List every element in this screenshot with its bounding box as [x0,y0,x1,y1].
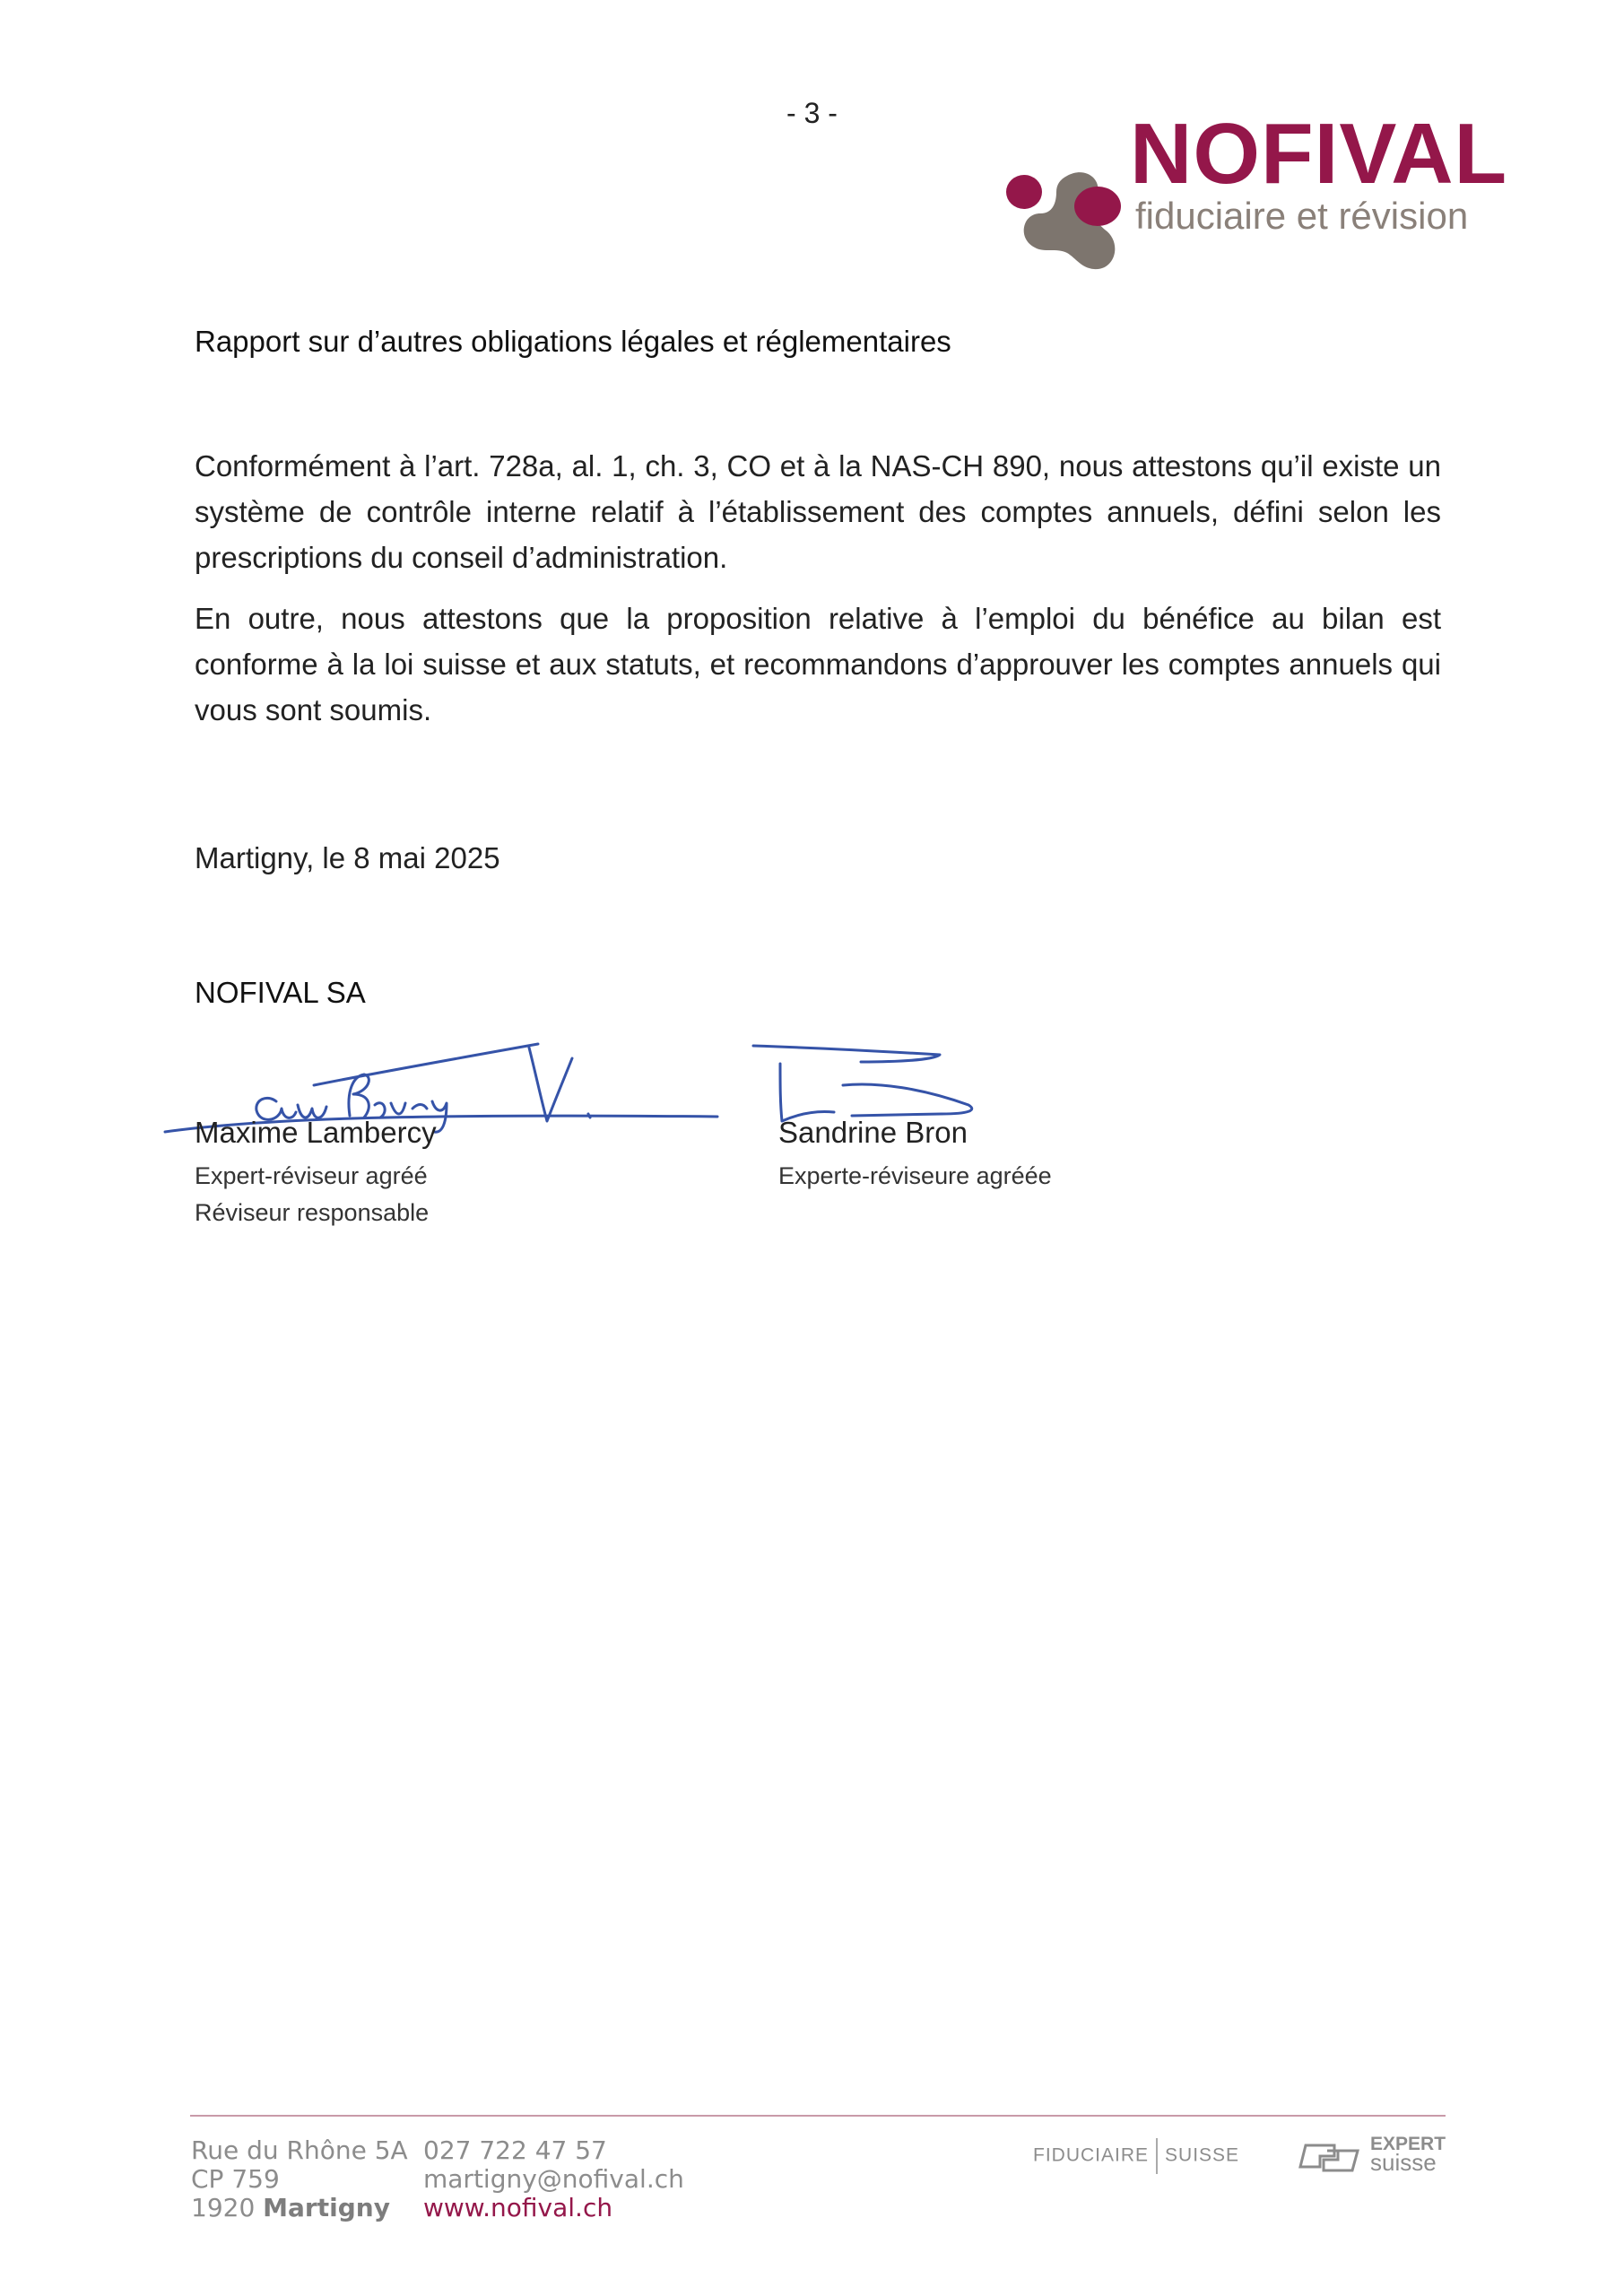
footer-divider [190,2115,1446,2117]
fiduciaire-suisse-logo [1033,2138,1239,2174]
footer-postcode: 1920 [191,2193,256,2222]
signer-role-lambercy: Réviseur responsable [195,1199,430,1226]
footer-postal-city [191,2194,390,2222]
footer-city: Martigny [263,2193,390,2222]
expert-suisse-word: suisse [1370,2149,1437,2176]
page-number: - 3 - [786,97,838,129]
company-logo [1004,106,1508,303]
signer-title-lambercy: Expert-réviseur agréé [195,1162,428,1189]
logo-name: NOFIVAL [1130,106,1508,202]
paragraph-internal-control: Conformément à l’art. 728a, al. 1, ch. 3, CO et à la NAS-CH 890, nous attestons qu’il existe un système de contrôle interne relatif à l’établissement des comptes annuels, défini selon les prescriptions du conseil d’administration. [195,449,1441,574]
signer-name-lambercy: Maxime Lambercy [195,1116,437,1149]
footer-email[interactable]: martigny@nofival.ch [423,2164,684,2194]
logo-tagline: fiduciaire et révision [1135,195,1469,237]
logo-separator [1156,2138,1158,2174]
company-name: NOFIVAL SA [195,976,366,1009]
expert-suisse-mark-icon [1298,2138,1363,2174]
signer-name-bron: Sandrine Bron [778,1116,968,1149]
signature-bron [753,1046,972,1121]
footer-street: Rue du Rhône 5A [191,2135,408,2165]
expert-word: EXPERT [1370,2134,1446,2154]
signer-title-bron: Experte-réviseure agréée [778,1162,1052,1189]
section-title: Rapport sur d’autres obligations légales et réglementaires [195,325,951,358]
footer-website[interactable]: www.nofival.ch [423,2193,613,2222]
fiduciaire-word: FIDUCIAIRE [1033,2144,1150,2166]
footer-phone[interactable]: 027 722 47 57 [423,2135,607,2165]
place-date: Martigny, le 8 mai 2025 [195,841,500,874]
footer-po-box: CP 759 [191,2164,280,2194]
paragraph-profit-appropriation: En outre, nous attestons que la proposition relative à l’emploi du bénéfice au bilan est conforme à la loi suisse et aux statuts, et recommandons d’approuver les comptes annuels qui vous sont soumis. [195,602,1441,726]
logo-mark-icon [1004,160,1139,294]
suisse-word: SUISSE [1165,2144,1240,2166]
